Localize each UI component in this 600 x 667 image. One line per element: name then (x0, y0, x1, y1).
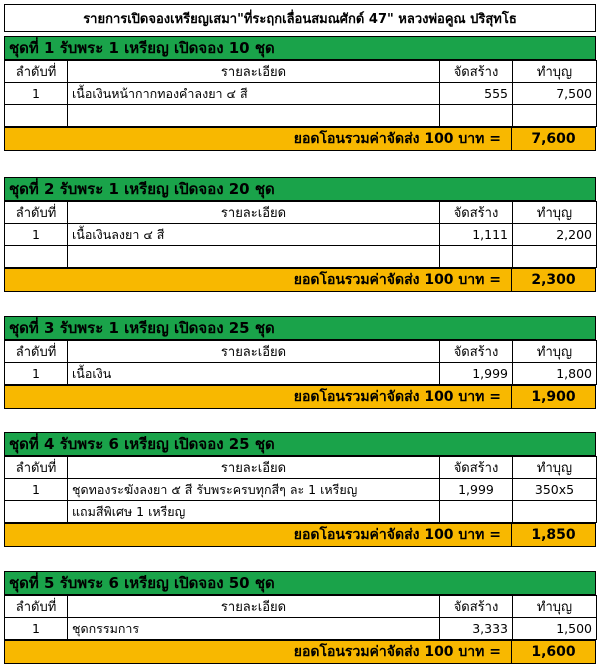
col-made-header: จัดสร้าง (440, 341, 513, 363)
row-detail (68, 246, 440, 268)
row-no (5, 501, 68, 523)
total-row (4, 385, 596, 409)
row-no: 1 (5, 618, 68, 640)
col-made-header: จัดสร้าง (440, 61, 513, 83)
total-row (4, 523, 596, 547)
row-detail: ชุดทองระฆังลงยา ๕ สี รับพระครบทุกสีๆ ละ 1 เหรียญ (68, 479, 440, 501)
table-row (5, 363, 597, 385)
set-header: ชุดที่ 2 รับพระ 1 เหรียญ เปิดจอง 20 ชุด (4, 177, 596, 201)
row-price: 2,200 (513, 224, 597, 246)
table-row (5, 246, 597, 268)
table-row (5, 501, 597, 523)
col-no-header: ลำดับที่ (5, 457, 68, 479)
set-header: ชุดที่ 1 รับพระ 1 เหรียญ เปิดจอง 10 ชุด (4, 36, 596, 60)
col-no-header: ลำดับที่ (5, 341, 68, 363)
col-detail-header: รายละเอียด (68, 341, 440, 363)
total-amount: 1,600 (511, 641, 595, 663)
row-detail: เนื้อเงินลงยา ๔ สี (68, 224, 440, 246)
total-label: ยอดโอนรวมค่าจัดส่ง 100 บาท = (293, 131, 501, 147)
row-price: 350x5 (513, 479, 597, 501)
column-header-row (5, 596, 597, 618)
column-header-row (5, 202, 597, 224)
row-made (440, 105, 513, 127)
total-label: ยอดโอนรวมค่าจัดส่ง 100 บาท = (293, 644, 501, 660)
total-row (4, 640, 596, 664)
document-title: รายการเปิดจองเหรียญเสมา"ที่ระฤกเลื่อนสมณศักด์ 47" หลวงพ่อคูณ ปริสุทโธ (4, 4, 596, 32)
total-row (4, 268, 596, 292)
row-no: 1 (5, 224, 68, 246)
column-header-row (5, 457, 597, 479)
col-no-header: ลำดับที่ (5, 596, 68, 618)
total-amount: 1,900 (511, 386, 595, 408)
col-made-header: จัดสร้าง (440, 596, 513, 618)
row-detail: แถมสีพิเศษ 1 เหรียญ (68, 501, 440, 523)
row-no: 1 (5, 83, 68, 105)
row-made: 1,999 (440, 363, 513, 385)
set-2 (4, 177, 596, 292)
total-amount: 1,850 (511, 524, 595, 546)
row-no (5, 246, 68, 268)
table-row (5, 105, 597, 127)
table-row (5, 479, 597, 501)
row-detail (68, 105, 440, 127)
col-made-header: จัดสร้าง (440, 457, 513, 479)
row-price (513, 105, 597, 127)
total-label: ยอดโอนรวมค่าจัดส่ง 100 บาท = (293, 272, 501, 288)
row-no: 1 (5, 363, 68, 385)
row-made (440, 501, 513, 523)
row-made: 3,333 (440, 618, 513, 640)
col-price-header: ทำบุญ (513, 596, 597, 618)
row-detail: ชุดกรรมการ (68, 618, 440, 640)
row-no (5, 105, 68, 127)
col-price-header: ทำบุญ (513, 341, 597, 363)
set-table (4, 456, 597, 523)
table-row (5, 83, 597, 105)
set-header: ชุดที่ 5 รับพระ 6 เหรียญ เปิดจอง 50 ชุด (4, 571, 596, 595)
row-made: 555 (440, 83, 513, 105)
set-table (4, 201, 597, 268)
row-made (440, 246, 513, 268)
set-table (4, 595, 597, 640)
row-price (513, 501, 597, 523)
row-no: 1 (5, 479, 68, 501)
col-made-header: จัดสร้าง (440, 202, 513, 224)
set-table (4, 60, 597, 127)
col-detail-header: รายละเอียด (68, 457, 440, 479)
col-price-header: ทำบุญ (513, 61, 597, 83)
set-1 (4, 36, 596, 151)
col-price-header: ทำบุญ (513, 202, 597, 224)
column-header-row (5, 341, 597, 363)
row-made: 1,999 (440, 479, 513, 501)
total-amount: 7,600 (511, 128, 595, 150)
col-detail-header: รายละเอียด (68, 596, 440, 618)
row-price: 7,500 (513, 83, 597, 105)
col-no-header: ลำดับที่ (5, 61, 68, 83)
total-amount: 2,300 (511, 269, 595, 291)
table-row (5, 224, 597, 246)
row-detail: เนื้อเงินหน้ากากทองคำลงยา ๔ สี (68, 83, 440, 105)
col-no-header: ลำดับที่ (5, 202, 68, 224)
column-header-row (5, 61, 597, 83)
col-detail-header: รายละเอียด (68, 61, 440, 83)
total-label: ยอดโอนรวมค่าจัดส่ง 100 บาท = (293, 389, 501, 405)
row-price (513, 246, 597, 268)
row-price: 1,500 (513, 618, 597, 640)
set-4 (4, 432, 596, 547)
table-row (5, 618, 597, 640)
row-detail: เนื้อเงิน (68, 363, 440, 385)
set-header: ชุดที่ 3 รับพระ 1 เหรียญ เปิดจอง 25 ชุด (4, 316, 596, 340)
total-row (4, 127, 596, 151)
row-made: 1,111 (440, 224, 513, 246)
col-price-header: ทำบุญ (513, 457, 597, 479)
set-header: ชุดที่ 4 รับพระ 6 เหรียญ เปิดจอง 25 ชุด (4, 432, 596, 456)
row-price: 1,800 (513, 363, 597, 385)
col-detail-header: รายละเอียด (68, 202, 440, 224)
set-table (4, 340, 597, 385)
total-label: ยอดโอนรวมค่าจัดส่ง 100 บาท = (293, 527, 501, 543)
set-5 (4, 571, 596, 664)
set-3 (4, 316, 596, 409)
